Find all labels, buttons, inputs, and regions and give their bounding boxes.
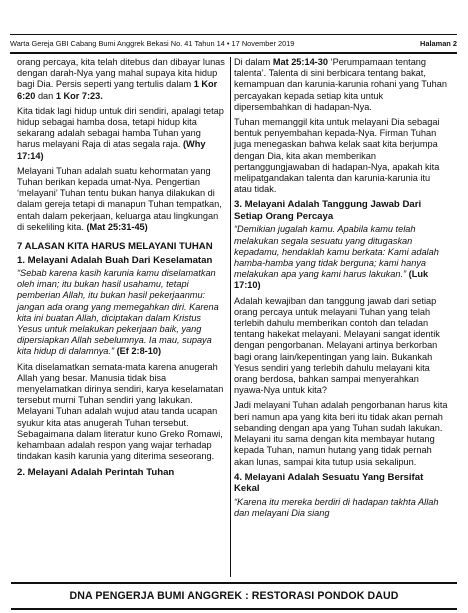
paragraph <box>17 166 225 233</box>
paragraph: Kita diselamatkan semata-mata karena anugerah Allah yang besar. Manusia tidak bisa menyelamatkan dirinya sendiri, karya keselamatan tersebut murni Tuhan sendiri yang lakukan. Melayani Tuhan adalah wujud atau tanda ucapan syukur kita atas anugerah Tuhan tersebut. Sebagaimana dalam literatur kuno Greko Romawi, kehambaan adalah respon yang wajar terhadap tindakan kasih karunia yang diterima seseorang. <box>17 361 224 462</box>
paragraph: Tuhan memanggil kita untuk melayani Dia sebagai bentuk penyembahan kepada-Nya. Firman Tuhan juga menegaskan bahwa kelak saat kita berjumpa dengan Dia, kita akan memberikan pertanggungjawaban di hadapan-Nya, apakah kita melipatgandakan talenta dan karunia-karunia itu atau tidak. <box>234 117 440 195</box>
quote-text: “Demikian jugalah kamu. Apabila kamu telah melakukan segala sesuatu yang ditugaskan kepadamu, hendaklah kamu berkata: Kami adalah hamba-hamba yang tidak berguna; kami hanya melakukan apa yang kami harus lakukan.” <box>234 224 439 280</box>
column-divider <box>230 57 231 577</box>
page-header <box>10 34 457 54</box>
point-heading-1: 1. Melayani Adalah Buah Dari Keselamatan <box>17 254 213 266</box>
scripture-ref: (Mat 25:31-45) <box>86 221 148 232</box>
page-footer-banner: DNA PENGERJA BUMI ANGGREK : RESTORASI PONDOK DAUD <box>11 582 457 610</box>
article-body <box>17 57 455 577</box>
scripture-ref: 1 Kor 6:20 <box>17 79 218 101</box>
header-publication-info: Warta Gereja GBI Cabang Bumi Anggrek Bekasi No. 41 Tahun 14 • 17 November 2019 <box>10 39 295 48</box>
text: dan <box>35 90 56 101</box>
paragraph: Jadi melayani Tuhan adalah pengorbanan harus kita beri namun apa yang kita beri itu tidak akan pernah sebanding dengan apa yang Tuhan sudah lakukan. Melayani itu sama dengan kita membayar hutang kepada Tuhan, namun hutang yang tidak pernah akan lunas, sampai kita tutup usia sekalipun. <box>234 400 448 467</box>
section-title: 7 ALASAN KITA HARUS MELAYANI TUHAN <box>17 241 213 253</box>
text: orang percaya, kita telah ditebus dan dibayar lunas dengan darah-Nya yang mahal supaya kita hidup bagi Dia. Persis seperti yang tertulis dalam <box>17 57 225 90</box>
scripture-ref: (Why 17:14) <box>17 139 206 161</box>
scripture-quote <box>17 268 225 358</box>
point-heading-2: 2. Melayani Adalah Perintah Tuhan <box>17 466 175 478</box>
scripture-quote: “Karena itu mereka berdiri di hadapan takhta Allah dan melayani Dia siang <box>234 496 439 518</box>
paragraph <box>234 57 448 113</box>
paragraph <box>17 106 225 162</box>
text: Kita tidak lagi hidup untuk diri sendiri, apalagi tetap hidup sebagai hamba dosa, tetapi hidup kita sekarang adalah sebagai hamba Tuhan yang harus melayani Raja di atas segala raja. <box>17 105 224 150</box>
paragraph: Adalah kewajiban dan tanggung jawab dari setiap orang percaya untuk melayani Tuhan yang telah terlebih dahulu memberikan contoh dan teladan tentang hakekat melayani. Melayani sangat identik dengan pengorbanan. Melayani artinya berkorban bagi orang lain/kepentingan yang lain. Bukankah Yesus sendiri yang terlebih dahulu melayani kita orang berdosa, bahkan sampai menyerahkan nyawa-Nya untuk kita? <box>234 295 440 396</box>
left-column <box>17 57 225 480</box>
quote-text: “Sebab karena kasih karunia kamu diselamatkan oleh iman; itu bukan hasil usahamu, tetapi pemberian Allah, itu bukan hasil pekerjaanmu: jangan ada orang yang memegahkan diri. Karena kita ini buatan Allah, diciptakan dalam Kristus Yesus untuk melakukan pekerjaan baik, yang dipersiapkan Allah sebelumnya. Ia mau, supaya kita hidup di dalamnya.” <box>17 268 219 357</box>
scripture-ref: (Luk 17:10) <box>234 269 429 291</box>
point-heading-4: 4. Melayani Adalah Sesuatu Yang Bersifat Kekal <box>234 471 424 495</box>
scripture-ref: Mat 25:14-30 <box>272 57 328 67</box>
scripture-quote <box>234 224 448 291</box>
right-column <box>234 57 448 523</box>
scripture-ref: 1 Kor 7:23. <box>55 90 103 101</box>
text: Melayani Tuhan adalah suatu kehormatan yang Tuhan berikan kepada umat-Nya. Pengertian ‘melayani’ Tuhan tentu bukan hanya dilakukan di dalam gereja tetapi di manapun Tuhan tempatkan, entah dalam pekerjaan, keluarga atau lingkungan di sekeliling kita. <box>17 165 222 232</box>
point-heading-3: 3. Melayani Adalah Tanggung Jawab Dari Setiap Orang Percaya <box>234 199 422 222</box>
text: ‘Perumpamaan tentang talenta’. Talenta di sini berbicara tentang bakat, kemampuan dan karunia-karunia rohani yang Tuhan percayakan kepada setiap kita untuk dipersembahkan di hadapan-Nya. <box>234 57 447 112</box>
scripture-ref: (Ef 2:8-10) <box>114 346 162 357</box>
header-page-number: Halaman 2 <box>420 39 457 48</box>
text: Di dalam <box>234 57 273 67</box>
paragraph <box>17 57 225 102</box>
